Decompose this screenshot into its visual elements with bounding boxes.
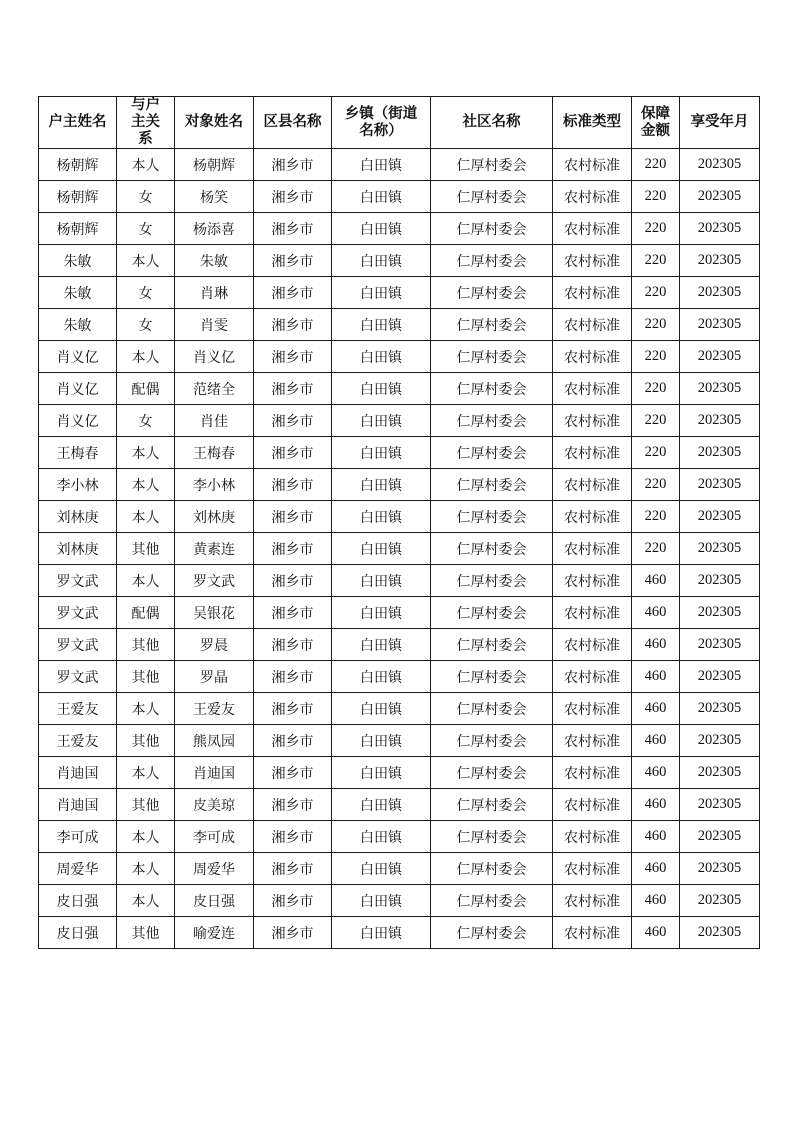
cell-householder-name: 杨朝辉 (39, 213, 117, 245)
cell-householder-name: 罗文武 (39, 629, 117, 661)
table-row (39, 533, 760, 565)
cell-amount: 220 (632, 469, 680, 501)
cell-amount: 460 (632, 917, 680, 949)
cell-community: 仁厚村委会 (431, 245, 553, 277)
cell-householder-name: 王爱友 (39, 693, 117, 725)
cell-householder-name: 皮日强 (39, 885, 117, 917)
cell-standard-type: 农村标准 (553, 181, 632, 213)
cell-month: 202305 (680, 565, 760, 597)
table-row (39, 597, 760, 629)
cell-person-name: 罗晶 (175, 661, 254, 693)
cell-county: 湘乡市 (254, 693, 332, 725)
cell-town: 白田镇 (332, 565, 431, 597)
cell-person-name: 喻爱连 (175, 917, 254, 949)
cell-person-name: 罗文武 (175, 565, 254, 597)
cell-relation: 其他 (117, 533, 175, 565)
cell-county: 湘乡市 (254, 309, 332, 341)
cell-town: 白田镇 (332, 597, 431, 629)
cell-town: 白田镇 (332, 693, 431, 725)
cell-relation: 本人 (117, 821, 175, 853)
table-row (39, 885, 760, 917)
table-row (39, 469, 760, 501)
cell-standard-type: 农村标准 (553, 853, 632, 885)
cell-town: 白田镇 (332, 501, 431, 533)
cell-standard-type: 农村标准 (553, 437, 632, 469)
cell-person-name: 肖义亿 (175, 341, 254, 373)
cell-standard-type: 农村标准 (553, 725, 632, 757)
cell-county: 湘乡市 (254, 277, 332, 309)
cell-county: 湘乡市 (254, 373, 332, 405)
cell-householder-name: 朱敏 (39, 245, 117, 277)
cell-amount: 220 (632, 533, 680, 565)
cell-householder-name: 罗文武 (39, 565, 117, 597)
cell-householder-name: 肖义亿 (39, 405, 117, 437)
table-row (39, 437, 760, 469)
cell-county: 湘乡市 (254, 789, 332, 821)
cell-county: 湘乡市 (254, 629, 332, 661)
cell-standard-type: 农村标准 (553, 757, 632, 789)
subsidy-roster-table (38, 96, 760, 949)
cell-month: 202305 (680, 341, 760, 373)
cell-town: 白田镇 (332, 373, 431, 405)
cell-householder-name: 刘林庚 (39, 533, 117, 565)
cell-town: 白田镇 (332, 309, 431, 341)
cell-month: 202305 (680, 533, 760, 565)
cell-community: 仁厚村委会 (431, 693, 553, 725)
cell-person-name: 皮日强 (175, 885, 254, 917)
cell-community: 仁厚村委会 (431, 885, 553, 917)
cell-person-name: 范绪全 (175, 373, 254, 405)
cell-county: 湘乡市 (254, 213, 332, 245)
cell-relation: 其他 (117, 789, 175, 821)
cell-month: 202305 (680, 597, 760, 629)
table-row (39, 181, 760, 213)
cell-town: 白田镇 (332, 245, 431, 277)
table-row (39, 789, 760, 821)
cell-standard-type: 农村标准 (553, 661, 632, 693)
cell-amount: 220 (632, 149, 680, 181)
cell-relation: 其他 (117, 725, 175, 757)
cell-month: 202305 (680, 917, 760, 949)
header-person-name: 对象姓名 (175, 97, 254, 149)
cell-relation: 女 (117, 181, 175, 213)
cell-person-name: 李小林 (175, 469, 254, 501)
cell-month: 202305 (680, 309, 760, 341)
cell-standard-type: 农村标准 (553, 565, 632, 597)
cell-amount: 220 (632, 437, 680, 469)
cell-amount: 220 (632, 309, 680, 341)
cell-householder-name: 肖义亿 (39, 373, 117, 405)
cell-relation: 其他 (117, 917, 175, 949)
cell-month: 202305 (680, 853, 760, 885)
cell-community: 仁厚村委会 (431, 341, 553, 373)
cell-standard-type: 农村标准 (553, 149, 632, 181)
cell-relation: 本人 (117, 853, 175, 885)
cell-month: 202305 (680, 789, 760, 821)
cell-amount: 220 (632, 181, 680, 213)
cell-relation: 女 (117, 277, 175, 309)
cell-community: 仁厚村委会 (431, 149, 553, 181)
cell-community: 仁厚村委会 (431, 213, 553, 245)
cell-amount: 220 (632, 341, 680, 373)
cell-standard-type: 农村标准 (553, 885, 632, 917)
cell-month: 202305 (680, 405, 760, 437)
cell-standard-type: 农村标准 (553, 629, 632, 661)
cell-person-name: 皮美琼 (175, 789, 254, 821)
cell-householder-name: 罗文武 (39, 661, 117, 693)
cell-community: 仁厚村委会 (431, 533, 553, 565)
cell-county: 湘乡市 (254, 437, 332, 469)
cell-town: 白田镇 (332, 789, 431, 821)
table-row (39, 213, 760, 245)
cell-county: 湘乡市 (254, 661, 332, 693)
cell-person-name: 朱敏 (175, 245, 254, 277)
cell-person-name: 杨朝辉 (175, 149, 254, 181)
cell-amount: 220 (632, 277, 680, 309)
cell-county: 湘乡市 (254, 149, 332, 181)
header-relation: 与户主关系 (117, 97, 175, 149)
cell-community: 仁厚村委会 (431, 757, 553, 789)
cell-person-name: 肖雯 (175, 309, 254, 341)
cell-amount: 460 (632, 885, 680, 917)
cell-amount: 460 (632, 597, 680, 629)
cell-county: 湘乡市 (254, 181, 332, 213)
cell-householder-name: 朱敏 (39, 277, 117, 309)
header-amount: 保障金额 (632, 97, 680, 149)
cell-town: 白田镇 (332, 437, 431, 469)
table-row (39, 629, 760, 661)
table-header (39, 97, 760, 149)
header-row (39, 97, 760, 149)
cell-relation: 本人 (117, 693, 175, 725)
cell-community: 仁厚村委会 (431, 629, 553, 661)
cell-standard-type: 农村标准 (553, 789, 632, 821)
cell-relation: 本人 (117, 245, 175, 277)
cell-amount: 460 (632, 629, 680, 661)
cell-householder-name: 肖迪国 (39, 789, 117, 821)
cell-relation: 其他 (117, 629, 175, 661)
document-page (38, 96, 760, 949)
cell-person-name: 李可成 (175, 821, 254, 853)
cell-county: 湘乡市 (254, 725, 332, 757)
cell-householder-name: 肖迪国 (39, 757, 117, 789)
cell-person-name: 肖琳 (175, 277, 254, 309)
cell-householder-name: 李可成 (39, 821, 117, 853)
cell-amount: 460 (632, 853, 680, 885)
header-county: 区县名称 (254, 97, 332, 149)
cell-month: 202305 (680, 373, 760, 405)
table-row (39, 245, 760, 277)
header-town: 乡镇（街道名称） (332, 97, 431, 149)
cell-relation: 配偶 (117, 373, 175, 405)
table-body (39, 149, 760, 949)
cell-person-name: 刘林庚 (175, 501, 254, 533)
cell-town: 白田镇 (332, 341, 431, 373)
cell-month: 202305 (680, 885, 760, 917)
cell-month: 202305 (680, 661, 760, 693)
cell-amount: 460 (632, 821, 680, 853)
cell-person-name: 黄素连 (175, 533, 254, 565)
cell-relation: 配偶 (117, 597, 175, 629)
cell-month: 202305 (680, 437, 760, 469)
table-row (39, 917, 760, 949)
cell-county: 湘乡市 (254, 245, 332, 277)
cell-amount: 220 (632, 245, 680, 277)
cell-standard-type: 农村标准 (553, 213, 632, 245)
cell-town: 白田镇 (332, 405, 431, 437)
cell-standard-type: 农村标准 (553, 821, 632, 853)
cell-standard-type: 农村标准 (553, 245, 632, 277)
cell-amount: 220 (632, 373, 680, 405)
cell-householder-name: 周爱华 (39, 853, 117, 885)
cell-person-name: 熊凤园 (175, 725, 254, 757)
cell-relation: 本人 (117, 469, 175, 501)
cell-community: 仁厚村委会 (431, 565, 553, 597)
cell-town: 白田镇 (332, 629, 431, 661)
table-row (39, 373, 760, 405)
cell-standard-type: 农村标准 (553, 917, 632, 949)
cell-community: 仁厚村委会 (431, 373, 553, 405)
cell-relation: 女 (117, 309, 175, 341)
cell-householder-name: 李小林 (39, 469, 117, 501)
cell-month: 202305 (680, 821, 760, 853)
cell-standard-type: 农村标准 (553, 501, 632, 533)
cell-amount: 460 (632, 693, 680, 725)
table-row (39, 725, 760, 757)
cell-county: 湘乡市 (254, 469, 332, 501)
cell-person-name: 肖迪国 (175, 757, 254, 789)
cell-town: 白田镇 (332, 757, 431, 789)
cell-town: 白田镇 (332, 213, 431, 245)
cell-householder-name: 罗文武 (39, 597, 117, 629)
header-householder-name: 户主姓名 (39, 97, 117, 149)
table-row (39, 405, 760, 437)
cell-relation: 女 (117, 213, 175, 245)
cell-town: 白田镇 (332, 853, 431, 885)
cell-person-name: 杨添喜 (175, 213, 254, 245)
table-row (39, 693, 760, 725)
table-row (39, 565, 760, 597)
table-row (39, 661, 760, 693)
cell-month: 202305 (680, 213, 760, 245)
cell-town: 白田镇 (332, 725, 431, 757)
cell-standard-type: 农村标准 (553, 533, 632, 565)
table-row (39, 277, 760, 309)
cell-community: 仁厚村委会 (431, 277, 553, 309)
cell-amount: 460 (632, 757, 680, 789)
cell-month: 202305 (680, 757, 760, 789)
cell-relation: 女 (117, 405, 175, 437)
table-row (39, 757, 760, 789)
cell-month: 202305 (680, 469, 760, 501)
cell-householder-name: 肖义亿 (39, 341, 117, 373)
cell-month: 202305 (680, 501, 760, 533)
cell-town: 白田镇 (332, 181, 431, 213)
cell-town: 白田镇 (332, 661, 431, 693)
cell-standard-type: 农村标准 (553, 277, 632, 309)
cell-community: 仁厚村委会 (431, 725, 553, 757)
cell-householder-name: 杨朝辉 (39, 149, 117, 181)
cell-standard-type: 农村标准 (553, 405, 632, 437)
cell-person-name: 罗晨 (175, 629, 254, 661)
cell-county: 湘乡市 (254, 565, 332, 597)
cell-month: 202305 (680, 725, 760, 757)
cell-relation: 其他 (117, 661, 175, 693)
cell-community: 仁厚村委会 (431, 597, 553, 629)
cell-community: 仁厚村委会 (431, 469, 553, 501)
cell-month: 202305 (680, 629, 760, 661)
cell-community: 仁厚村委会 (431, 501, 553, 533)
cell-town: 白田镇 (332, 469, 431, 501)
cell-town: 白田镇 (332, 533, 431, 565)
cell-town: 白田镇 (332, 277, 431, 309)
cell-community: 仁厚村委会 (431, 661, 553, 693)
cell-community: 仁厚村委会 (431, 917, 553, 949)
cell-community: 仁厚村委会 (431, 181, 553, 213)
cell-county: 湘乡市 (254, 501, 332, 533)
cell-relation: 本人 (117, 565, 175, 597)
cell-standard-type: 农村标准 (553, 693, 632, 725)
cell-amount: 460 (632, 661, 680, 693)
cell-amount: 220 (632, 405, 680, 437)
cell-person-name: 杨笑 (175, 181, 254, 213)
cell-town: 白田镇 (332, 821, 431, 853)
header-month: 享受年月 (680, 97, 760, 149)
header-community: 社区名称 (431, 97, 553, 149)
cell-county: 湘乡市 (254, 597, 332, 629)
cell-community: 仁厚村委会 (431, 789, 553, 821)
table-row (39, 149, 760, 181)
cell-standard-type: 农村标准 (553, 309, 632, 341)
cell-month: 202305 (680, 181, 760, 213)
cell-relation: 本人 (117, 437, 175, 469)
cell-standard-type: 农村标准 (553, 341, 632, 373)
cell-householder-name: 刘林庚 (39, 501, 117, 533)
table-row (39, 309, 760, 341)
cell-town: 白田镇 (332, 149, 431, 181)
table-row (39, 853, 760, 885)
cell-householder-name: 杨朝辉 (39, 181, 117, 213)
table-row (39, 501, 760, 533)
cell-relation: 本人 (117, 885, 175, 917)
cell-householder-name: 王梅春 (39, 437, 117, 469)
cell-amount: 460 (632, 789, 680, 821)
cell-county: 湘乡市 (254, 821, 332, 853)
cell-month: 202305 (680, 245, 760, 277)
cell-month: 202305 (680, 149, 760, 181)
cell-person-name: 肖佳 (175, 405, 254, 437)
cell-standard-type: 农村标准 (553, 373, 632, 405)
cell-town: 白田镇 (332, 885, 431, 917)
cell-amount: 460 (632, 725, 680, 757)
cell-person-name: 吴银花 (175, 597, 254, 629)
cell-relation: 本人 (117, 149, 175, 181)
cell-relation: 本人 (117, 501, 175, 533)
cell-county: 湘乡市 (254, 405, 332, 437)
cell-relation: 本人 (117, 757, 175, 789)
cell-community: 仁厚村委会 (431, 853, 553, 885)
cell-person-name: 王梅春 (175, 437, 254, 469)
cell-county: 湘乡市 (254, 341, 332, 373)
cell-county: 湘乡市 (254, 757, 332, 789)
cell-community: 仁厚村委会 (431, 821, 553, 853)
table-row (39, 821, 760, 853)
cell-county: 湘乡市 (254, 885, 332, 917)
cell-householder-name: 王爱友 (39, 725, 117, 757)
cell-month: 202305 (680, 693, 760, 725)
cell-person-name: 王爱友 (175, 693, 254, 725)
cell-county: 湘乡市 (254, 853, 332, 885)
cell-standard-type: 农村标准 (553, 469, 632, 501)
cell-person-name: 周爱华 (175, 853, 254, 885)
header-standard-type: 标准类型 (553, 97, 632, 149)
cell-relation: 本人 (117, 341, 175, 373)
cell-county: 湘乡市 (254, 533, 332, 565)
cell-householder-name: 皮日强 (39, 917, 117, 949)
cell-community: 仁厚村委会 (431, 309, 553, 341)
table-row (39, 341, 760, 373)
cell-town: 白田镇 (332, 917, 431, 949)
cell-amount: 220 (632, 501, 680, 533)
cell-county: 湘乡市 (254, 917, 332, 949)
cell-community: 仁厚村委会 (431, 437, 553, 469)
cell-standard-type: 农村标准 (553, 597, 632, 629)
cell-amount: 220 (632, 213, 680, 245)
cell-householder-name: 朱敏 (39, 309, 117, 341)
cell-amount: 460 (632, 565, 680, 597)
cell-community: 仁厚村委会 (431, 405, 553, 437)
cell-month: 202305 (680, 277, 760, 309)
